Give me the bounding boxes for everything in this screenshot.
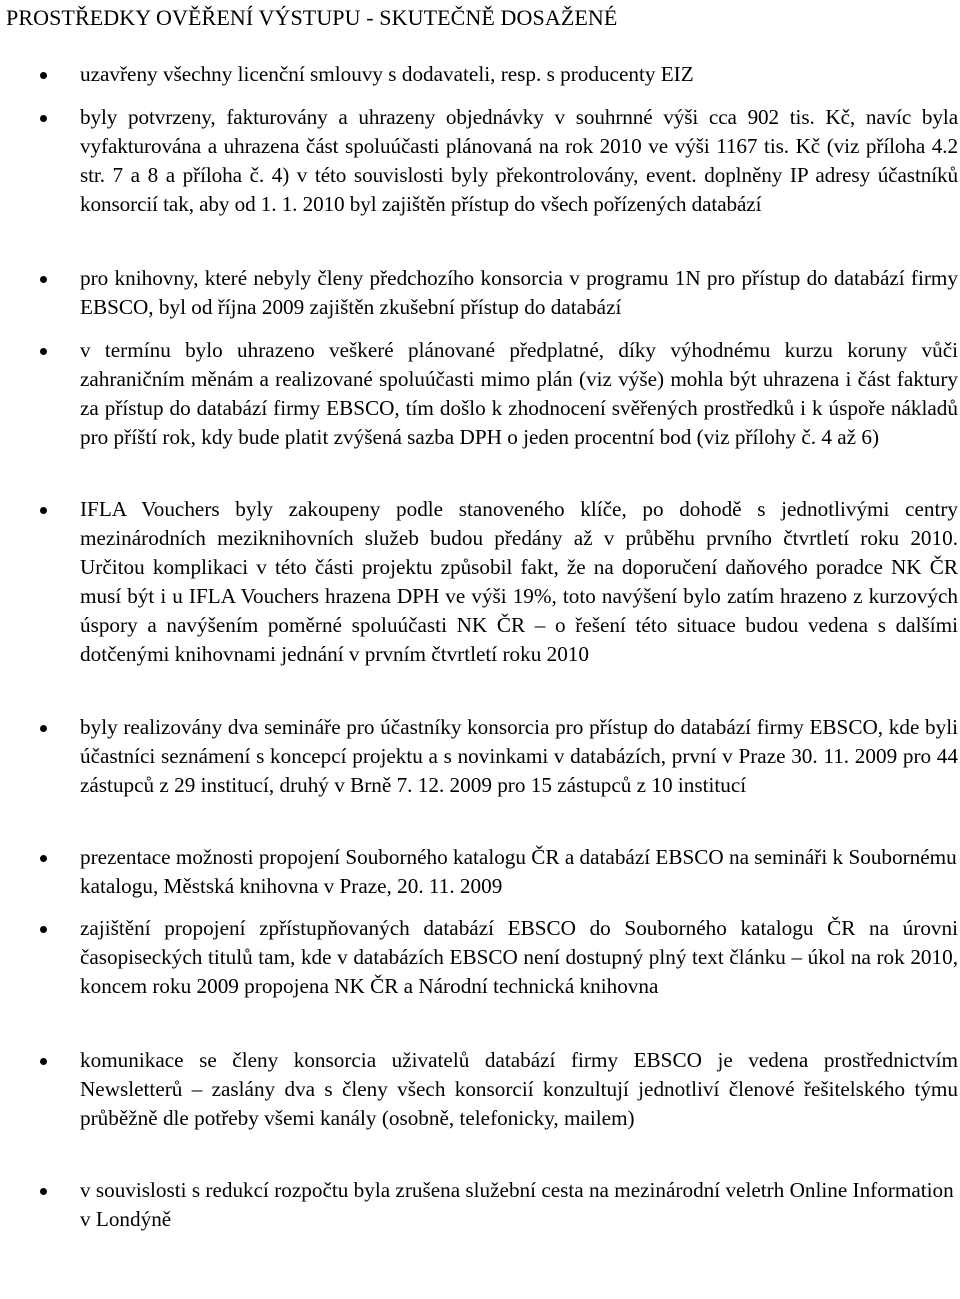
list-item [80,264,958,322]
list-item-text: v termínu bylo uhrazeno veškeré plánované předplatné, díky výhodnému kurzu koruny vůči zahraničním měnám a realizované spoluúčasti mimo plán (viz výše) mohla být uhrazena i část faktury za přístup do databází firmy EBSCO, tím došlo k zhodnocení svěřených prostředků i k úspoře nákladů pro příští rok, kdy bude platit zvýšená sazba DPH o jeden procentní bod (viz přílohy č. 4 až 6) [80,338,958,449]
list-item-text: komunikace se členy konsorcia uživatelů databází firmy EBSCO je vedena prostřednictvím Newsletterů – zaslány dva s členy všech konsorcií konzultují jednotliví členové řešitelského týmu průběžně dle potřeby všemi kanály (osobně, telefonicky, mailem) [80,1048,958,1130]
page-heading: PROSTŘEDKY OVĚŘENÍ VÝSTUPU - SKUTEČNĚ DOSAŽENÉ [6,5,618,30]
list-item [80,495,958,669]
list-item [80,843,958,901]
list-item [80,914,958,1001]
bullet-icon [40,1188,47,1195]
bullet-icon [40,507,47,514]
bullet-icon [40,276,47,283]
list-item-text: uzavřeny všechny licenční smlouvy s dodavateli, resp. s producenty EIZ [80,62,694,86]
bullet-icon [40,72,47,79]
list-item [80,60,958,89]
list-item-text: pro knihovny, které nebyly členy předchozího konsorcia v programu 1N pro přístup do databází firmy EBSCO, byl od října 2009 zajištěn zkušební přístup do databází [80,266,958,319]
list-item [80,103,958,219]
bullet-icon [40,348,47,355]
list-item [80,1176,958,1234]
list-item-text: IFLA Vouchers byly zakoupeny podle stanoveného klíče, po dohodě s jednotlivými centry mezinárodních meziknihovních služeb budou předány až v průběhu prvního čtvrtletí roku 2010. Určitou komplikaci v této části projektu způsobil fakt, že na doporučení daňového poradce NK ČR musí být i u IFLA Vouchers hrazena DPH ve výši 19%, toto navýšení bylo zatím hrazeno z kurzových úspory a navýšením poměrné spoluúčasti NK ČR – o řešení této situace budou vedena s dalšími dotčenými knihovnami jednání v prvním čtvrtletí roku 2010 [80,497,958,666]
list-item [80,336,958,452]
bullet-icon [40,1058,47,1065]
bullet-icon [40,115,47,122]
list-item [80,713,958,800]
list-item-text: prezentace možnosti propojení Souborného katalogu ČR a databází EBSCO na semináři k Soubornému katalogu, Městská knihovna v Praze, 20. 11. 2009 [80,845,957,898]
bullet-icon [40,725,47,732]
list-item [80,1046,958,1133]
list-item-text: byly potvrzeny, fakturovány a uhrazeny objednávky v souhrnné výši cca 902 tis. Kč, navíc byla vyfakturována a uhrazena část spoluúčasti plánovaná na rok 2010 ve výši 1167 tis. Kč (viz příloha 4.2 str. 7 a 8 a příloha č. 4) v této souvislosti byly překontrolovány, event. doplněny IP adresy účastníků konsorcií tak, aby od 1. 1. 2010 byl zajištěn přístup do všech pořízených databází [80,105,958,216]
bullet-icon [40,926,47,933]
list-item-text: zajištění propojení zpřístupňovaných databází EBSCO do Souborného katalogu ČR na úrovni časopiseckých titulů tam, kde v databázích EBSCO není dostupný plný text článku – úkol na rok 2010, koncem roku 2009 propojena NK ČR a Národní technická knihovna [80,916,958,998]
bullet-icon [40,855,47,862]
list-item-text: byly realizovány dva semináře pro účastníky konsorcia pro přístup do databází firmy EBSCO, kde byli účastníci seznámení s koncepcí projektu a s novinkami v databázích, první v Praze 30. 11. 2009 pro 44 zástupců z 29 institucí, druhý v Brně 7. 12. 2009 pro 15 zástupců z 10 institucí [80,715,958,797]
list-item-text: v souvislosti s redukcí rozpočtu byla zrušena služební cesta na mezinárodní veletrh Online Information v Londýně [80,1178,954,1231]
